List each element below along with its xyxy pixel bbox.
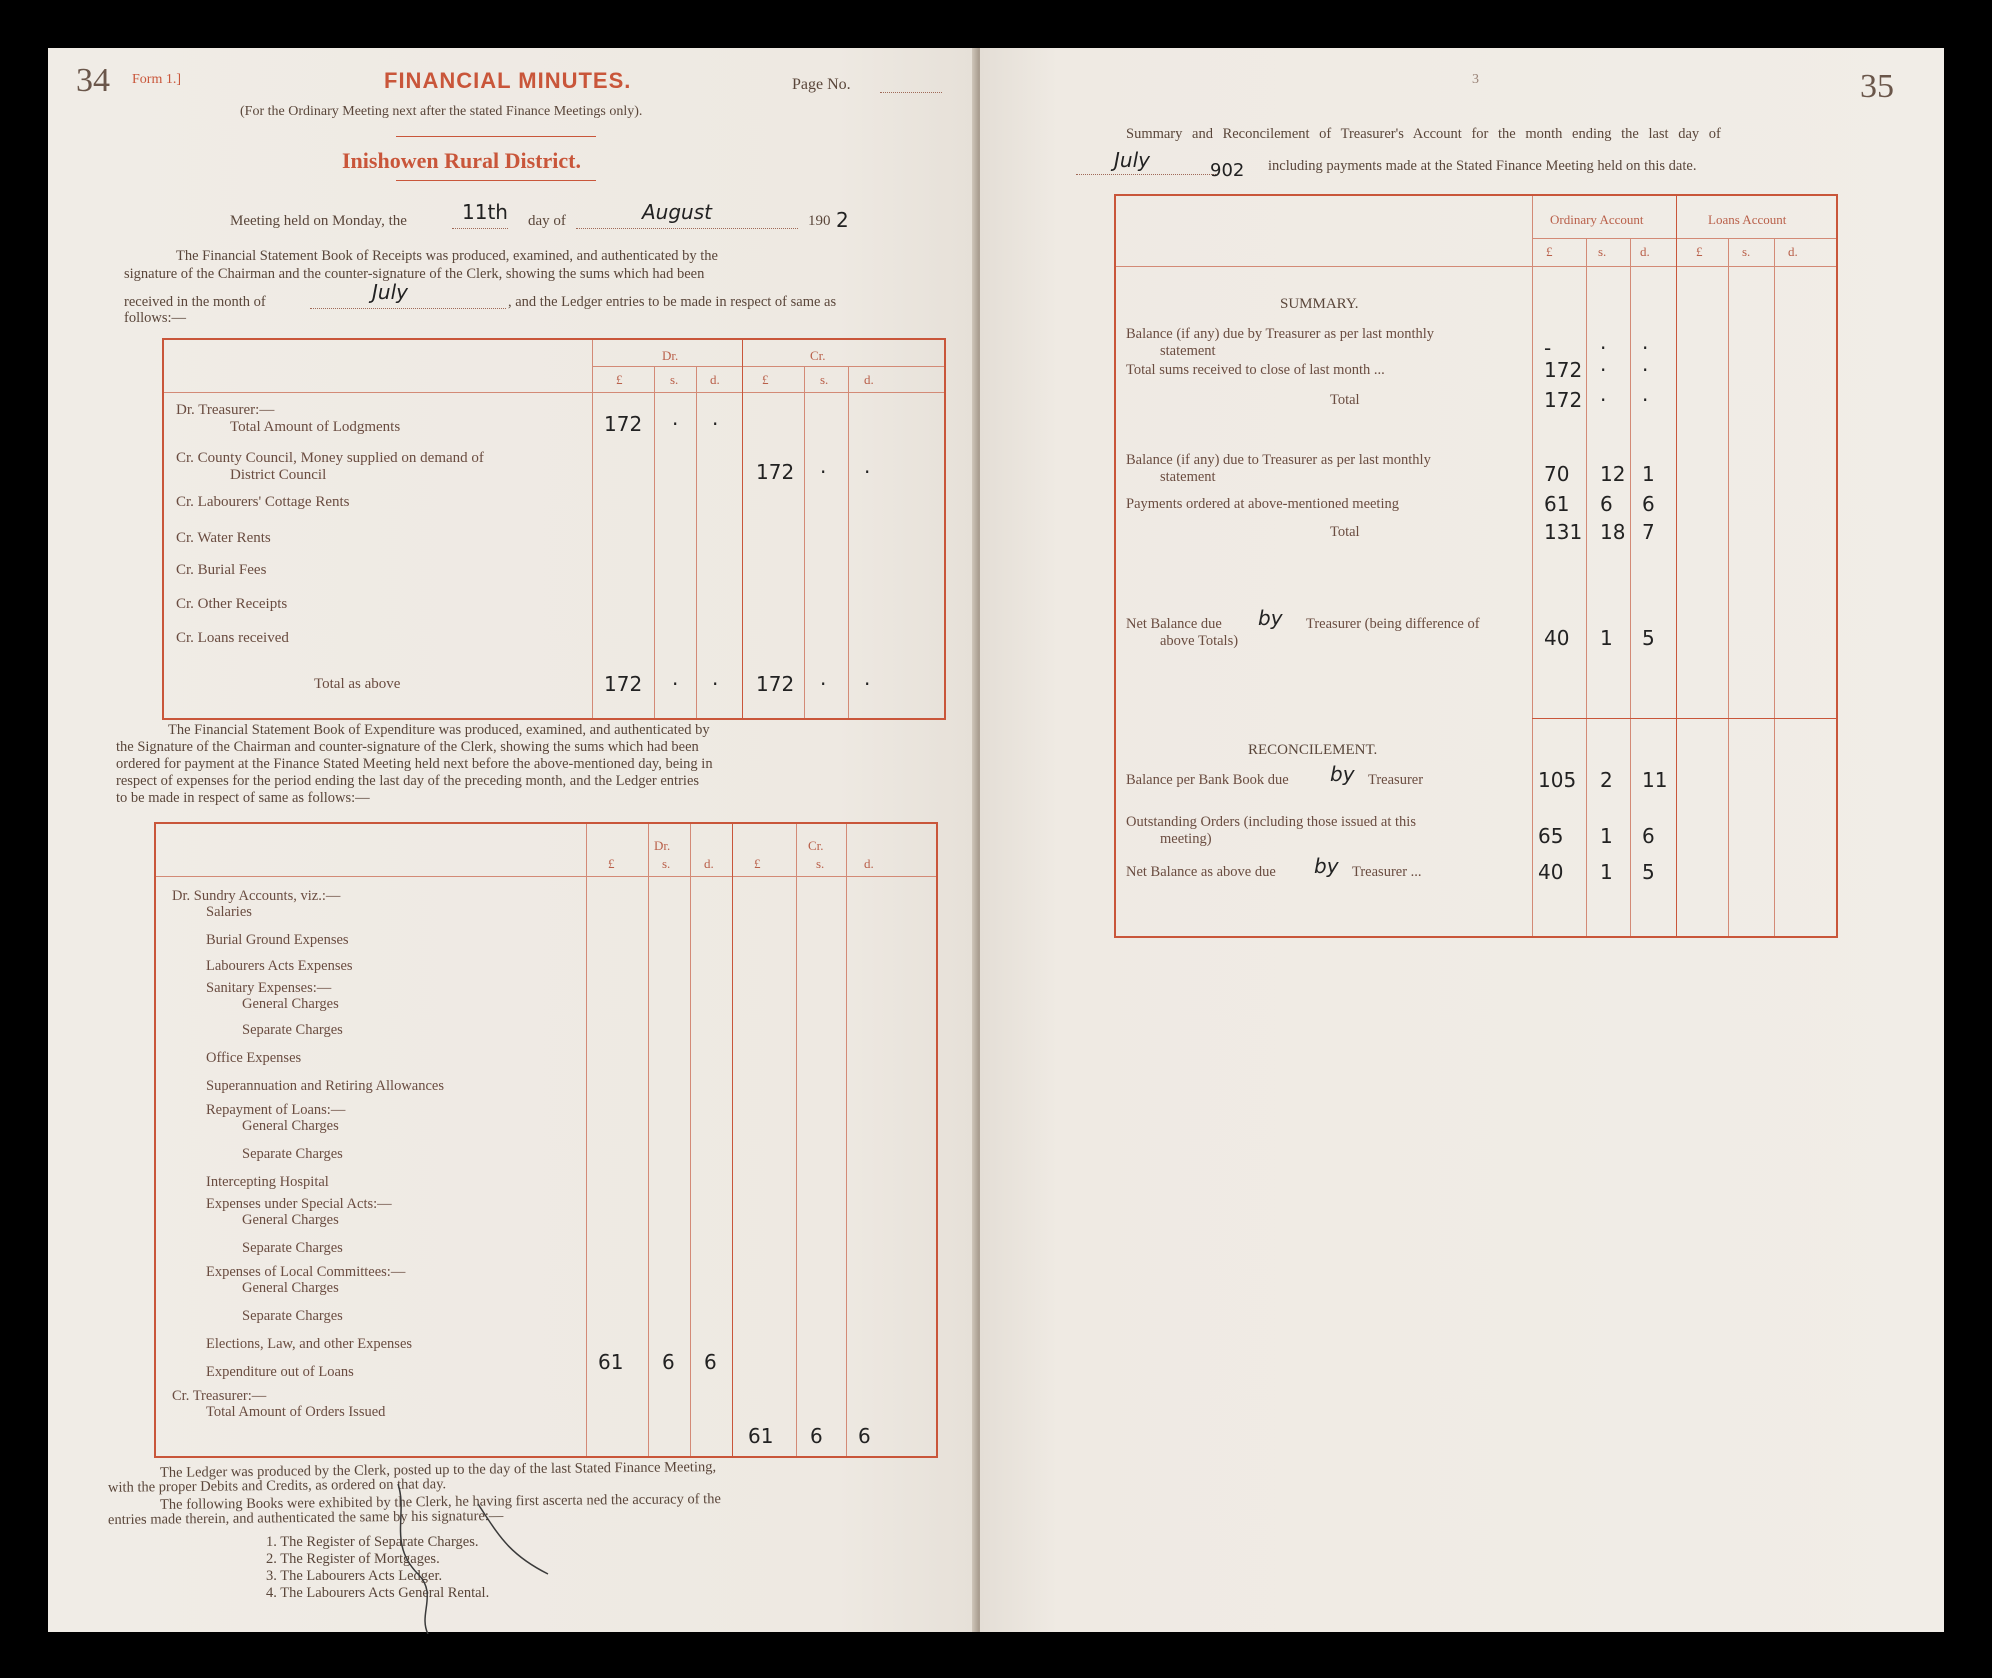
- summary-pence: ·: [1642, 336, 1649, 360]
- expenditure-dr-s: s.: [662, 856, 671, 871]
- expenditure-row-label: Dr. Sundry Accounts, viz.:—: [172, 888, 341, 904]
- receipts-dr-shillings: ·: [672, 412, 679, 436]
- expenditure-row-label: Salaries: [206, 904, 252, 920]
- reconcile-pounds: 105: [1538, 768, 1577, 792]
- receipts-dr-pence: ·: [712, 412, 719, 436]
- expenditure-row-label: Intercepting Hospital: [206, 1174, 329, 1190]
- expenditure-row-label: Separate Charges: [242, 1308, 343, 1324]
- receipts-row-label: Cr. Burial Fees: [176, 562, 267, 578]
- receipts-para-line-1: The Financial Statement Book of Receipts was produced, examined, and authenticated by the: [176, 248, 718, 264]
- reconcile-row-label: Balance per Bank Book due: [1126, 772, 1289, 788]
- receipts-dr-pound: £: [616, 372, 623, 387]
- expenditure-row-label: Separate Charges: [242, 1146, 343, 1162]
- expenditure-col-line: [796, 824, 797, 1456]
- summary-title: SUMMARY.: [1280, 296, 1359, 312]
- ledger-para-line: with the proper Debits and Credits, as ordered on that day.: [107, 1476, 447, 1496]
- heading-month-line: [1076, 174, 1216, 175]
- orders-pence: 6: [858, 1424, 871, 1448]
- receipts-dr-header: Dr.: [662, 348, 679, 363]
- summary-pence: 6: [1642, 492, 1655, 516]
- reconcile-row-handwritten: by: [1314, 854, 1339, 878]
- receipts-row-label: Cr. Water Rents: [176, 530, 271, 546]
- summary-row-label: Balance (if any) due to Treasurer as per last monthly: [1126, 452, 1431, 468]
- summary-total-label: Total: [1330, 392, 1360, 408]
- ledger-para-line: The Ledger was produced by the Clerk, posted up to the day of the last Stated Finance Meeting,: [159, 1459, 717, 1481]
- receipts-cr-shillings: ·: [820, 672, 827, 696]
- receipts-dr-shillings: ·: [672, 672, 679, 696]
- pencil-strike-mark: [378, 1484, 558, 1634]
- expenditure-row-label: General Charges: [242, 1280, 339, 1296]
- receipts-month: July: [372, 280, 408, 304]
- page-no-line: [880, 92, 942, 93]
- summary-col-line: [1774, 238, 1775, 936]
- expenditure-row-label: Expenditure out of Loans: [206, 1364, 354, 1380]
- receipts-col-line: [742, 340, 743, 718]
- ledger-para-line: entries made therein, and authenticated the same by his signature:—: [107, 1507, 504, 1529]
- receipts-dr-s: s.: [670, 372, 679, 387]
- receipts-row-label: Total as above: [314, 676, 401, 692]
- left-page: [48, 48, 976, 1632]
- meeting-year-digit: 2: [836, 208, 849, 232]
- reconcile-pence: 5: [1642, 860, 1655, 884]
- expenditure-col-line: [690, 824, 691, 1456]
- reconcile-pence: 11: [1642, 768, 1668, 792]
- receipts-row-label: Cr. Labourers' Cottage Rents: [176, 494, 350, 510]
- expenditure-row-label: Superannuation and Retiring Allowances: [206, 1078, 444, 1094]
- receipts-header-rule: [164, 392, 944, 393]
- expenditure-row-label: Labourers Acts Expenses: [206, 958, 353, 974]
- expenditure-row-label: Separate Charges: [242, 1240, 343, 1256]
- book-list-item: 2. The Register of Mortgages.: [266, 1551, 440, 1567]
- reconcile-row-sublabel: meeting): [1160, 831, 1212, 847]
- summary-row-handwritten: by: [1258, 606, 1283, 630]
- document-title: FINANCIAL MINUTES.: [384, 68, 632, 93]
- expenditure-row-label: Repayment of Loans:—: [206, 1102, 346, 1118]
- receipts-col-line: [696, 366, 697, 718]
- summary-pounds: 61: [1544, 492, 1570, 516]
- book-list-item: 3. The Labourers Acts Ledger.: [266, 1568, 443, 1584]
- reconcile-shillings: 2: [1600, 768, 1613, 792]
- meeting-day-line: [452, 228, 508, 229]
- expenditure-header-rule: [156, 876, 936, 877]
- summary-row-label: Balance (if any) due by Treasurer as per last monthly: [1126, 326, 1435, 342]
- summary-col-line: [1728, 238, 1729, 936]
- meeting-year-prefix: 190: [808, 213, 831, 229]
- summary-row-label: Net Balance due: [1126, 616, 1222, 632]
- summary-pounds: 131: [1544, 520, 1583, 544]
- summary-pounds: 40: [1544, 626, 1570, 650]
- receipts-cr-pence: ·: [864, 460, 871, 484]
- expenditure-row-label: Expenses of Local Committees:—: [206, 1264, 406, 1280]
- page-number-left: 34: [76, 62, 110, 99]
- expenditure-row-label: General Charges: [242, 1118, 339, 1134]
- summary-row-sublabel: above Totals): [1160, 633, 1239, 649]
- ordinary-pound: £: [1546, 244, 1553, 259]
- receipts-row-label: Dr. Treasurer:—: [176, 402, 275, 418]
- ordinary-account-header: Ordinary Account: [1550, 212, 1644, 227]
- receipts-col-line: [654, 366, 655, 718]
- account-header-split: [1532, 238, 1836, 239]
- title-rule-bottom: [396, 180, 596, 181]
- district-name: Inishowen Rural District.: [342, 148, 581, 173]
- receipts-cr-pound: £: [762, 372, 769, 387]
- summary-pence: ·: [1642, 358, 1649, 382]
- title-rule-top: [396, 136, 596, 137]
- expenditure-dr-d: d.: [704, 856, 714, 871]
- heading-month: July: [1114, 148, 1150, 172]
- reconcile-pounds: 40: [1538, 860, 1564, 884]
- receipts-cr-header: Cr.: [810, 348, 826, 363]
- summary-pence: 1: [1642, 462, 1655, 486]
- receipts-header-split: [592, 366, 944, 367]
- summary-pence: ·: [1642, 388, 1649, 412]
- expenditure-row-label: Elections, Law, and other Expenses: [206, 1336, 413, 1352]
- receipts-table: [162, 338, 946, 720]
- reconcilement-title: RECONCILEMENT.: [1248, 742, 1378, 758]
- summary-row-label-cont: Treasurer (being difference of: [1306, 616, 1480, 632]
- summary-row-sublabel: statement: [1160, 343, 1216, 359]
- receipts-cr-shillings: ·: [820, 460, 827, 484]
- summary-col-line: [1630, 238, 1631, 936]
- receipts-row-sublabel: Total Amount of Lodgments: [230, 419, 401, 435]
- expenditure-row-label: General Charges: [242, 1212, 339, 1228]
- reconcile-row-label-cont: Treasurer: [1368, 772, 1424, 788]
- reconcile-row-label-cont: Treasurer ...: [1352, 864, 1422, 880]
- summary-col-line: [1676, 196, 1677, 936]
- summary-table: [1114, 194, 1838, 938]
- summary-row-sublabel: statement: [1160, 469, 1216, 485]
- expenditure-col-line: [846, 824, 847, 1456]
- reconcile-row-handwritten: by: [1330, 762, 1355, 786]
- receipts-col-line: [848, 366, 849, 718]
- meeting-day: 11th: [462, 200, 508, 224]
- reconcile-pounds: 65: [1538, 824, 1564, 848]
- expenditure-para-line: the Signature of the Chairman and counter-signature of the Clerk, showing the sums which had been: [116, 739, 699, 755]
- expenditure-para-line: ordered for payment at the Finance Stated Meeting held next before the above-mentioned day, being in: [116, 756, 713, 772]
- loans-d: d.: [1788, 244, 1798, 259]
- receipts-col-line: [804, 366, 805, 718]
- summary-shillings: 1: [1600, 626, 1613, 650]
- meeting-month-line: [576, 228, 798, 229]
- summary-shillings: 6: [1600, 492, 1613, 516]
- expenditure-row-label: General Charges: [242, 996, 339, 1012]
- expenditure-cr-d: d.: [864, 856, 874, 871]
- meeting-day-of: day of: [528, 213, 566, 229]
- elections-pounds: 61: [598, 1350, 624, 1374]
- summary-heading-line-1: Summary and Reconcilement of Treasurer's Account for the month ending the last day of: [1126, 126, 1721, 142]
- book-list-item: 4. The Labourers Acts General Rental.: [266, 1585, 490, 1601]
- expenditure-cr-s: s.: [816, 856, 825, 871]
- meeting-month: August: [642, 200, 712, 224]
- receipts-para-line-4: follows:—: [124, 310, 187, 326]
- summary-shillings: ·: [1600, 388, 1607, 412]
- orders-pounds: 61: [748, 1424, 774, 1448]
- expenditure-row-label: Separate Charges: [242, 1022, 343, 1038]
- expenditure-col-line: [586, 824, 587, 1456]
- receipts-col-line: [592, 340, 593, 718]
- expenditure-row-label: Cr. Treasurer:—: [172, 1388, 267, 1404]
- expenditure-dr-header: Dr.: [654, 838, 671, 853]
- meeting-prefix: Meeting held on Monday, the: [230, 213, 407, 229]
- loans-account-header: Loans Account: [1708, 212, 1787, 227]
- expenditure-row-label: Burial Ground Expenses: [206, 932, 349, 948]
- summary-shillings: ·: [1600, 358, 1607, 382]
- summary-row-label: Total sums received to close of last month ...: [1126, 362, 1385, 378]
- expenditure-row-label: Office Expenses: [206, 1050, 302, 1066]
- expenditure-row-label: Sanitary Expenses:—: [206, 980, 332, 996]
- expenditure-table: [154, 822, 938, 1458]
- page-number-right: 35: [1860, 68, 1894, 105]
- loans-pound: £: [1696, 244, 1703, 259]
- receipts-dr-pence: ·: [712, 672, 719, 696]
- receipts-para-line-3a: received in the month of: [124, 294, 266, 310]
- summary-shillings: ·: [1600, 336, 1607, 360]
- receipts-row-label: Cr. Other Receipts: [176, 596, 288, 612]
- summary-pounds: 70: [1544, 462, 1570, 486]
- expenditure-col-line: [648, 824, 649, 1456]
- small-page-number: 3: [1472, 72, 1479, 87]
- summary-shillings: 18: [1600, 520, 1626, 544]
- summary-row-label: Payments ordered at above-mentioned meeting: [1126, 496, 1399, 512]
- receipts-row-label: Cr. Loans received: [176, 630, 289, 646]
- summary-pence: 7: [1642, 520, 1655, 544]
- orders-shillings: 6: [810, 1424, 823, 1448]
- form-label: Form 1.]: [132, 72, 181, 87]
- summary-col-line: [1586, 238, 1587, 936]
- receipts-cr-pounds: 172: [756, 460, 795, 484]
- reconcile-shillings: 1: [1600, 824, 1613, 848]
- summary-section-rule: [1532, 718, 1836, 719]
- expenditure-para-line: respect of expenses for the period ending the last day of the preceding month, and the Ledger entries: [116, 773, 700, 789]
- reconcile-row-label: Outstanding Orders (including those issued at this: [1126, 814, 1416, 830]
- heading-year: 902: [1210, 160, 1245, 181]
- receipts-dr-pounds: 172: [604, 672, 643, 696]
- page-no-label: Page No.: [792, 76, 851, 93]
- receipts-dr-d: d.: [710, 372, 720, 387]
- ordinary-s: s.: [1598, 244, 1607, 259]
- summary-heading-line-2: including payments made at the Stated Finance Meeting held on this date.: [1268, 158, 1697, 174]
- expenditure-cr-header: Cr.: [808, 838, 824, 853]
- receipts-cr-s: s.: [820, 372, 829, 387]
- expenditure-row-label: Expenses under Special Acts:—: [206, 1196, 392, 1212]
- elections-shillings: 6: [662, 1350, 675, 1374]
- receipts-dr-pounds: 172: [604, 412, 643, 436]
- ordinary-d: d.: [1640, 244, 1650, 259]
- receipts-cr-pence: ·: [864, 672, 871, 696]
- expenditure-row-label: Total Amount of Orders Issued: [206, 1404, 386, 1420]
- receipts-cr-d: d.: [864, 372, 874, 387]
- expenditure-cr-pound: £: [754, 856, 761, 871]
- summary-shillings: 12: [1600, 462, 1626, 486]
- expenditure-dr-pound: £: [608, 856, 615, 871]
- loans-s: s.: [1742, 244, 1751, 259]
- elections-pence: 6: [704, 1350, 717, 1374]
- receipts-month-line: [310, 308, 506, 309]
- reconcile-row-label: Net Balance as above due: [1126, 864, 1276, 880]
- expenditure-para-line: The Financial Statement Book of Expenditure was produced, examined, and authenticated by: [168, 722, 710, 738]
- reconcile-shillings: 1: [1600, 860, 1613, 884]
- summary-pounds: 172: [1544, 388, 1583, 412]
- right-page: [980, 48, 1944, 1632]
- receipts-row-sublabel: District Council: [230, 467, 327, 483]
- expenditure-para-line: to be made in respect of same as follows:—: [116, 790, 370, 806]
- receipts-para-line-2: signature of the Chairman and the counter-signature of the Clerk, showing the sums which had been: [124, 266, 705, 282]
- receipts-cr-pounds: 172: [756, 672, 795, 696]
- summary-col-line: [1532, 196, 1533, 936]
- subtitle: (For the Ordinary Meeting next after the stated Finance Meetings only).: [240, 104, 643, 119]
- book-list-item: 1. The Register of Separate Charges.: [266, 1534, 479, 1550]
- summary-pounds: -: [1544, 336, 1552, 360]
- ledger-para-line: The following Books were exhibited by the Clerk, he having first ascerta ned the accuracy of the: [159, 1491, 721, 1513]
- receipts-row-label: Cr. County Council, Money supplied on demand of: [176, 450, 484, 466]
- summary-pence: 5: [1642, 626, 1655, 650]
- summary-pounds: 172: [1544, 358, 1583, 382]
- summary-total-label: Total: [1330, 524, 1360, 540]
- expenditure-col-line: [732, 824, 733, 1456]
- receipts-para-line-3b: , and the Ledger entries to be made in respect of same as: [508, 294, 837, 310]
- reconcile-pence: 6: [1642, 824, 1655, 848]
